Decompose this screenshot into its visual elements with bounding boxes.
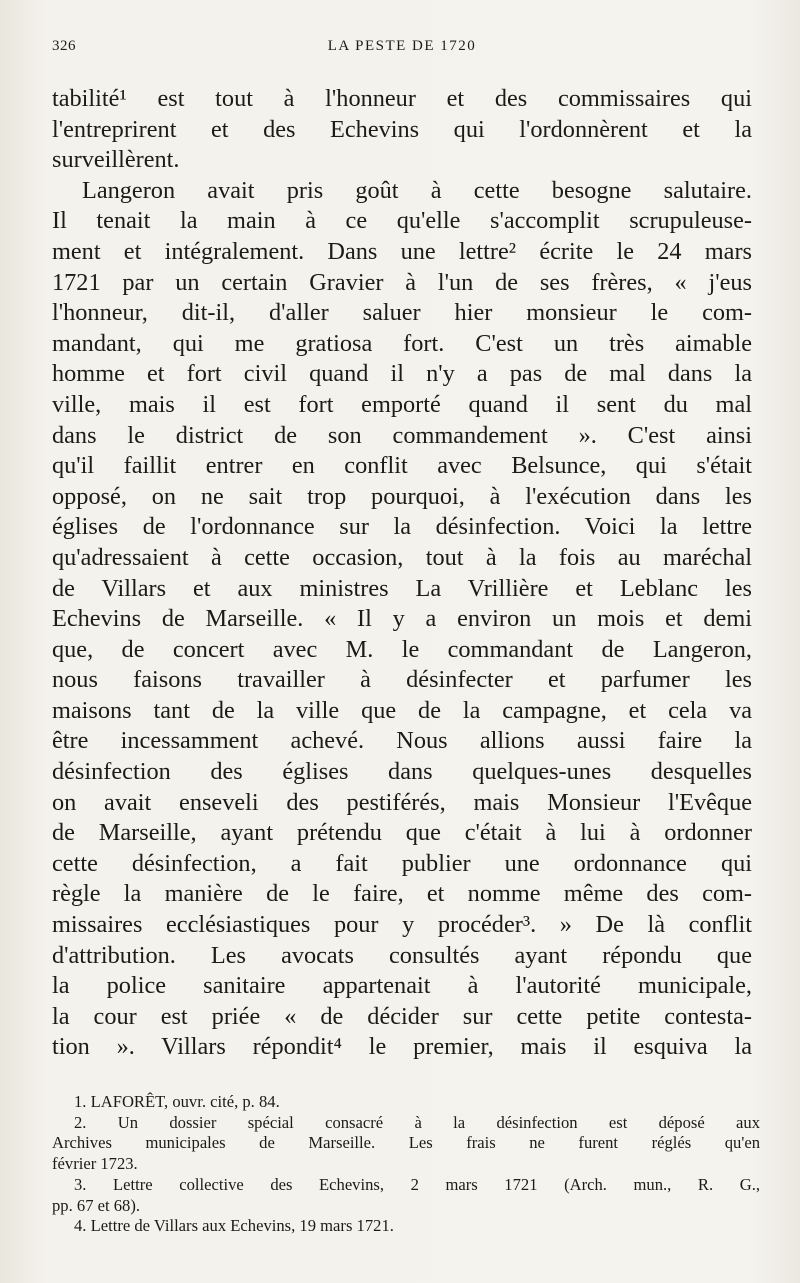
body-line: Echevins de Marseille. « Il y a environ un mois et demi (52, 605, 752, 633)
body-line: homme et fort civil quand il n'y a pas de mal dans la (52, 360, 752, 388)
body-line: l'entreprirent et des Echevins qui l'ordonnèrent et la (52, 115, 752, 143)
body-line: ville, mais il est fort emporté quand il sent du mal (52, 390, 752, 418)
body-line: opposé, on ne sait trop pourquoi, à l'exécution dans les (52, 482, 752, 510)
footnote-line: 1. LAFORÊT, ouvr. cité, p. 84. (74, 1092, 280, 1111)
body-line: tabilité¹ est tout à l'honneur et des commissaires qui (52, 85, 752, 112)
body-line: qu'il faillit entrer en conflit avec Belsunce, qui s'était (52, 452, 752, 480)
body-line: qu'adressaient à cette occasion, tout à la fois au maréchal (52, 543, 752, 571)
body-line: Langeron avait pris goût à cette besogne salutaire. (82, 176, 752, 204)
body-line: la police sanitaire appartenait à l'autorité municipale, (52, 972, 752, 1000)
body-line: de Marseille, ayant prétendu que c'était à lui à ordonner (52, 819, 752, 847)
body-line: désinfection des églises dans quelques-unes desquelles (52, 758, 752, 786)
body-line: la cour est priée « de décider sur cette petite contesta- (52, 1002, 752, 1030)
body-line: que, de concert avec M. le commandant de Langeron, (52, 635, 752, 663)
body-line: ment et intégralement. Dans une lettre² écrite le 24 mars (52, 237, 752, 265)
body-line: surveillèrent. (52, 146, 180, 174)
page-number: 326 (52, 38, 76, 54)
footnote-line: pp. 67 et 68). (52, 1195, 141, 1215)
body-line: mandant, qui me gratiosa fort. C'est un très aimable (52, 329, 752, 357)
footnote-line: février 1723. (52, 1154, 138, 1174)
body-line: l'honneur, dit-il, d'aller saluer hier monsieur le com- (52, 299, 752, 327)
body-line: maisons tant de la ville que de la campagne, et cela va (52, 696, 752, 724)
running-title: LA PESTE DE 1720 (327, 38, 477, 54)
body-line: cette désinfection, a fait publier une ordonnance qui (52, 849, 752, 877)
body-line: églises de l'ordonnance sur la désinfection. Voici la lettre (52, 513, 752, 541)
footnote-line: 2. Un dossier spécial consacré à la désinfection est déposé aux (74, 1112, 760, 1132)
body-line: être incessamment achevé. Nous allions aussi faire la (52, 727, 752, 755)
footnote-line: Archives municipales de Marseille. Les frais ne furent réglés qu'en (52, 1133, 760, 1153)
body-line: de Villars et aux ministres La Vrillière et Leblanc les (52, 574, 752, 602)
body-line: tion ». Villars répondit⁴ le premier, mais il esquiva la (52, 1033, 752, 1061)
body-line: 1721 par un certain Gravier à l'un de ses frères, « j'eus (52, 268, 752, 296)
body-line: dans le district de son commandement ». C'est ainsi (52, 421, 752, 449)
footnotes (52, 1092, 760, 1237)
body-line: règle la manière de le faire, et nomme même des com- (52, 880, 752, 908)
body-line: Il tenait la main à ce qu'elle s'accomplit scrupuleuse- (52, 207, 752, 235)
body-line: nous faisons travailler à désinfecter et parfumer les (52, 666, 752, 694)
body-line: d'attribution. Les avocats consultés ayant répondu que (52, 941, 752, 969)
body-text (52, 84, 752, 1063)
running-head (52, 38, 752, 64)
footnote-line: 4. Lettre de Villars aux Echevins, 19 mars 1721. (74, 1216, 394, 1236)
body-line: missaires ecclésiastiques pour y procéder³. » De là conflit (52, 911, 752, 939)
footnote-line: 3. Lettre collective des Echevins, 2 mars 1721 (Arch. mun., R. G., (74, 1174, 760, 1194)
body-line: on avait enseveli des pestiférés, mais Monsieur l'Evêque (52, 788, 752, 816)
